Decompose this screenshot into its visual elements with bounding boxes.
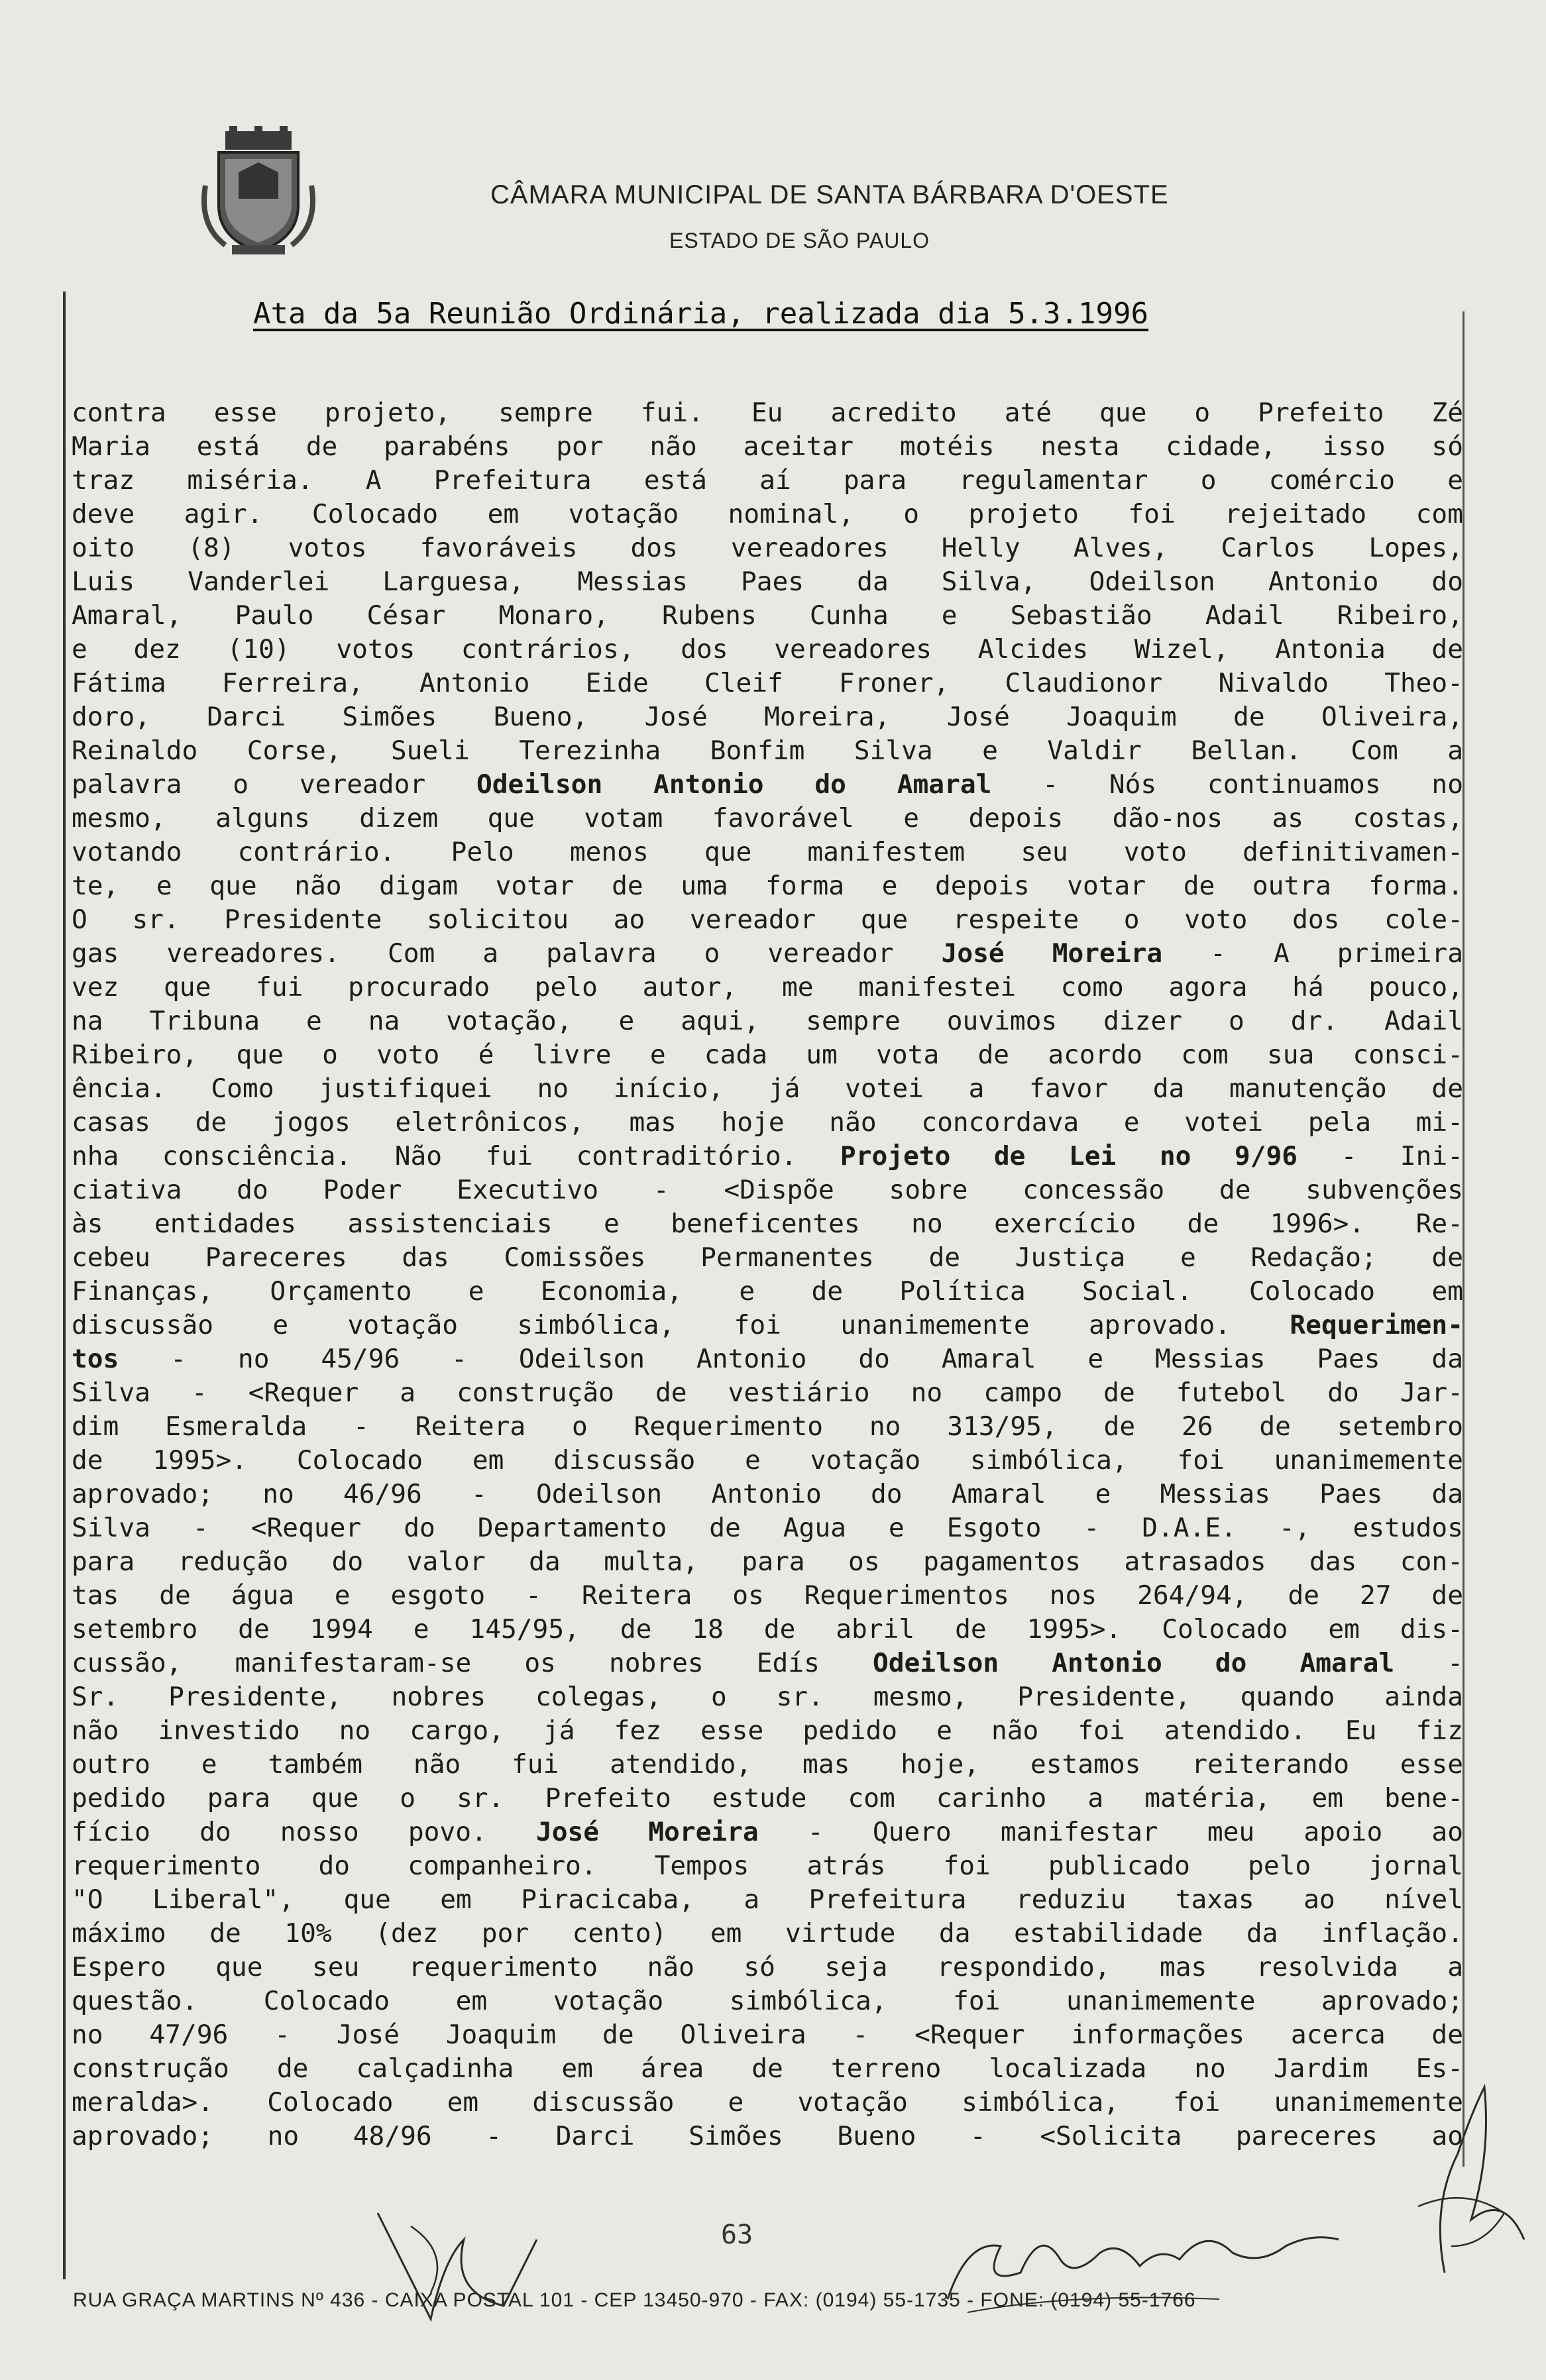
text-segment: de 1995>. Colocado em discussão e votação simbólica, foi unanimemente xyxy=(72,1445,1463,1476)
text-line xyxy=(72,1173,1463,1207)
bold-name: José Moreira xyxy=(941,938,1163,969)
text-line xyxy=(72,1579,1463,1613)
text-segment: contra esse projeto, sempre fui. Eu acredito até que o Prefeito Zé xyxy=(72,398,1463,428)
text-segment: vez que fui procurado pelo autor, me manifestei como agora há pouco, xyxy=(72,972,1463,1002)
text-line xyxy=(72,498,1463,531)
text-line xyxy=(72,599,1463,633)
text-segment: na Tribuna e na votação, e aqui, sempre ouvimos dizer o dr. Adail xyxy=(72,1006,1463,1036)
text-line xyxy=(72,802,1463,836)
text-segment: cebeu Pareceres das Comissões Permanentes de Justiça e Redação; de xyxy=(72,1242,1463,1273)
text-segment: Silva - <Requer do Departamento de Agua e Esgoto - D.A.E. -, estudos xyxy=(72,1513,1463,1543)
text-segment: não investido no cargo, já fez esse pedido e não foi atendido. Eu fiz xyxy=(72,1715,1463,1746)
text-segment: Silva - <Requer a construção de vestiário no campo de futebol do Jar- xyxy=(72,1378,1463,1408)
text-segment: palavra o vereador xyxy=(72,769,476,800)
text-line xyxy=(72,1444,1463,1478)
text-line xyxy=(72,836,1463,869)
text-segment: "O Liberal", que em Piracicaba, a Prefeitura reduziu taxas ao nível xyxy=(72,1884,1463,1915)
text-segment: O sr. Presidente solicitou ao vereador que respeite o voto dos cole- xyxy=(72,904,1463,935)
text-line xyxy=(72,531,1463,565)
state-name: ESTADO DE SÃO PAULO xyxy=(669,229,930,252)
margin-rule-left xyxy=(63,292,66,2279)
bold-name: José Moreira xyxy=(535,1817,759,1847)
signature-right xyxy=(1405,2074,1537,2293)
text-segment: para redução do valor da multa, para os pagamentos atrasados das con- xyxy=(72,1546,1463,1577)
text-segment: fício do nosso povo. xyxy=(72,1817,536,1847)
text-segment: discussão e votação simbólica, foi unanimemente aprovado. xyxy=(72,1310,1290,1340)
text-segment: - Quero manifestar meu apoio ao xyxy=(758,1817,1463,1847)
text-line xyxy=(72,1106,1463,1140)
text-line xyxy=(72,1309,1463,1342)
text-segment: Luis Vanderlei Larguesa, Messias Paes da Silva, Odeilson Antonio do xyxy=(72,567,1463,597)
text-segment: requerimento do companheiro. Tempos atrás foi publicado pelo jornal xyxy=(72,1851,1463,1881)
text-segment: meralda>. Colocado em discussão e votação simbólica, foi unanimemente xyxy=(72,2087,1463,2118)
text-line xyxy=(72,1376,1463,1410)
text-line xyxy=(72,1072,1463,1106)
signature-left xyxy=(371,2200,543,2332)
text-segment: Espero que seu requerimento não só seja respondido, mas resolvida a xyxy=(72,1952,1463,1982)
text-line xyxy=(72,1342,1463,1376)
text-segment: no 47/96 - José Joaquim de Oliveira - <Requer informações acerca de xyxy=(72,2020,1463,2050)
page-number: 63 xyxy=(721,2220,753,2250)
text-segment: mesmo, alguns dizem que votam favorável e depois dão-nos as costas, xyxy=(72,803,1463,834)
text-segment: Finanças, Orçamento e Economia, e de Política Social. Colocado em xyxy=(72,1276,1463,1307)
text-segment: casas de jogos eletrônicos, mas hoje não concordava e votei pela mi- xyxy=(72,1107,1463,1138)
text-segment: Fátima Ferreira, Antonio Eide Cleif Froner, Claudionor Nivaldo Theo- xyxy=(72,668,1463,698)
text-segment: Reinaldo Corse, Sueli Terezinha Bonfim Silva e Valdir Bellan. Com a xyxy=(72,735,1463,766)
text-line xyxy=(72,1815,1463,1849)
text-line xyxy=(72,1511,1463,1545)
text-line xyxy=(72,1410,1463,1444)
text-line xyxy=(72,464,1463,498)
text-line xyxy=(72,667,1463,700)
text-segment: Amaral, Paulo César Monaro, Rubens Cunha e Sebastião Adail Ribeiro, xyxy=(72,600,1463,631)
text-segment: outro e também não fui atendido, mas hoje, estamos reiterando esse xyxy=(72,1749,1463,1780)
institution-name: CÂMARA MUNICIPAL DE SANTA BÁRBARA D'OESTE xyxy=(490,180,1169,209)
text-line xyxy=(72,1680,1463,1714)
text-segment: máximo de 10% (dez por cento) em virtude da estabilidade da inflação. xyxy=(72,1918,1463,1949)
text-segment: questão. Colocado em votação simbólica, foi unanimemente aprovado; xyxy=(72,1986,1463,2016)
text-segment: nha consciência. Não fui contraditório. xyxy=(72,1141,840,1171)
text-segment: ciativa do Poder Executivo - <Dispõe sobre concessão de subvenções xyxy=(72,1175,1463,1205)
text-segment: e dez (10) votos contrários, dos vereadores Alcides Wizel, Antonia de xyxy=(72,634,1463,665)
text-segment: - Ini- xyxy=(1298,1141,1464,1171)
text-line xyxy=(72,971,1463,1004)
text-segment: construção de calçadinha em área de terreno localizada no Jardim Es- xyxy=(72,2053,1463,2084)
footer-address: RUA GRAÇA MARTINS Nº 436 - CAIXA POSTAL 101 - CEP 13450-970 - FAX: (0194) 55-1735 - FONE: (0194) 55-1766 xyxy=(73,2289,1196,2311)
text-segment: cussão, manifestaram-se os nobres Edís xyxy=(72,1648,873,1678)
bold-name: tos xyxy=(72,1344,119,1374)
text-line xyxy=(72,1849,1463,1883)
bold-name: Odeilson Antonio do Amaral xyxy=(476,769,992,800)
text-segment: doro, Darci Simões Bueno, José Moreira, José Joaquim de Oliveira, xyxy=(72,702,1463,732)
text-line xyxy=(72,1748,1463,1782)
text-segment: traz miséria. A Prefeitura está aí para regulamentar o comércio e xyxy=(72,465,1463,496)
text-segment: Sr. Presidente, nobres colegas, o sr. mesmo, Presidente, quando ainda xyxy=(72,1682,1463,1712)
text-line xyxy=(72,1545,1463,1579)
text-line xyxy=(72,1478,1463,1511)
text-line xyxy=(72,869,1463,903)
text-line xyxy=(72,2018,1463,2052)
text-line xyxy=(72,1207,1463,1241)
text-segment: deve agir. Colocado em votação nominal, o projeto foi rejeitado com xyxy=(72,499,1463,529)
text-segment: setembro de 1994 e 145/95, de 18 de abril de 1995>. Colocado em dis- xyxy=(72,1614,1463,1645)
text-line xyxy=(72,430,1463,464)
text-line xyxy=(72,1714,1463,1748)
bold-name: Odeilson Antonio do Amaral xyxy=(872,1648,1395,1678)
text-line xyxy=(72,2120,1463,2153)
text-line xyxy=(72,734,1463,768)
text-line xyxy=(72,937,1463,971)
text-line xyxy=(72,1984,1463,2018)
text-segment: aprovado; no 46/96 - Odeilson Antonio do Amaral e Messias Paes da xyxy=(72,1479,1463,1509)
text-segment: às entidades assistenciais e beneficentes no exercício de 1996>. Re- xyxy=(72,1209,1463,1239)
text-line xyxy=(72,565,1463,599)
text-segment: Ribeiro, que o voto é livre e cada um vota de acordo com sua consci- xyxy=(72,1040,1463,1070)
text-segment: - A primeira xyxy=(1162,938,1463,969)
text-segment: ência. Como justifiquei no início, já votei a favor da manutenção de xyxy=(72,1073,1463,1104)
text-segment: - Nós continuamos no xyxy=(991,769,1463,800)
text-line xyxy=(72,633,1463,667)
minutes-body xyxy=(72,396,1463,2153)
bold-name: Requerimen- xyxy=(1290,1310,1463,1340)
text-segment: Maria está de parabéns por não aceitar motéis nesta cidade, isso só xyxy=(72,431,1463,462)
text-line xyxy=(72,1647,1463,1680)
document-title: Ata da 5a Reunião Ordinária, realizada dia 5.3.1996 xyxy=(253,297,1149,331)
text-segment: votando contrário. Pelo menos que manifestem seu voto definitivamen- xyxy=(72,837,1463,867)
text-segment: te, e que não digam votar de uma forma e depois votar de outra forma. xyxy=(72,871,1463,901)
text-segment: aprovado; no 48/96 - Darci Simões Bueno - <Solicita pareceres ao xyxy=(72,2121,1463,2151)
text-line xyxy=(72,1917,1463,1951)
text-segment: oito (8) votos favoráveis dos vereadores Helly Alves, Carlos Lopes, xyxy=(72,533,1463,563)
text-segment: - no 45/96 - Odeilson Antonio do Amaral e Messias Paes da xyxy=(119,1344,1463,1374)
text-line xyxy=(72,1951,1463,1984)
text-line xyxy=(72,768,1463,802)
text-line xyxy=(72,700,1463,734)
text-segment: - xyxy=(1394,1648,1463,1678)
text-line xyxy=(72,1241,1463,1275)
text-line xyxy=(72,1275,1463,1309)
text-line xyxy=(72,1782,1463,1815)
bold-name: Projeto de Lei no 9/96 xyxy=(840,1141,1298,1171)
text-line xyxy=(72,1140,1463,1173)
text-line xyxy=(72,396,1463,430)
text-segment: gas vereadores. Com a palavra o vereador xyxy=(72,938,942,969)
text-segment: tas de água e esgoto - Reitera os Requerimentos nos 264/94, de 27 de xyxy=(72,1580,1463,1611)
text-line xyxy=(72,2052,1463,2086)
text-line xyxy=(72,1613,1463,1647)
text-line xyxy=(72,2086,1463,2120)
text-line xyxy=(72,1883,1463,1917)
text-line xyxy=(72,903,1463,937)
text-segment: pedido para que o sr. Prefeito estude com carinho a matéria, em bene- xyxy=(72,1783,1463,1813)
signature-center xyxy=(941,2200,1352,2319)
text-segment: dim Esmeralda - Reitera o Requerimento no 313/95, de 26 de setembro xyxy=(72,1411,1463,1442)
text-line xyxy=(72,1004,1463,1038)
coat-of-arms-icon xyxy=(199,126,318,258)
text-line xyxy=(72,1038,1463,1072)
